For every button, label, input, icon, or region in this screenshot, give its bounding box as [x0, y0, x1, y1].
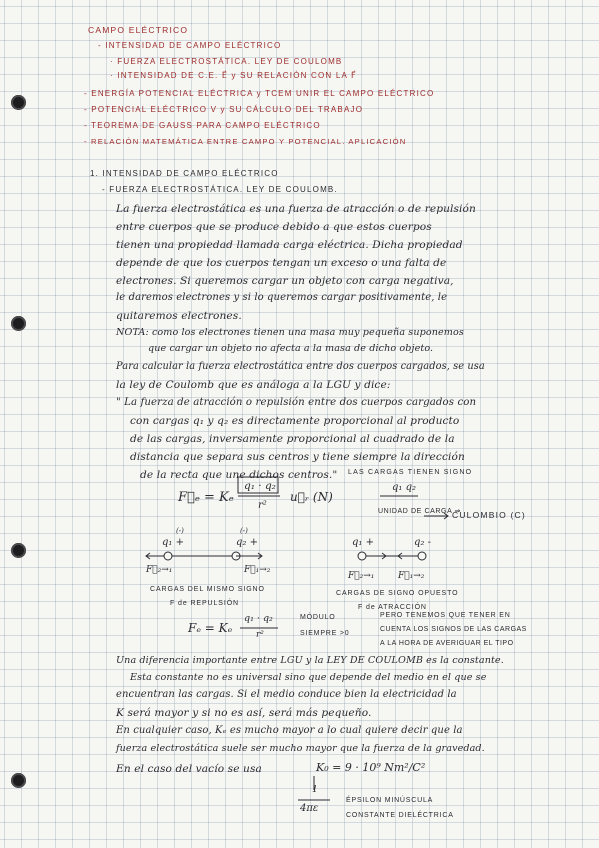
units-fraction: q₁ q₂ — [392, 482, 416, 493]
formula2-lhs: Fₑ = Kₑ — [188, 621, 233, 635]
units-result: CULOMBIO (C) — [452, 510, 526, 520]
charge-q2: q₂ - — [414, 537, 431, 548]
sign-note: LAS CARGAS TIENEN SIGNO — [348, 469, 473, 476]
text-line: la ley de Coulomb que es análoga a la LGU y dice: — [116, 379, 391, 391]
text-line: En el caso del vacío se usa — [116, 763, 262, 775]
charge-sign: (-) — [176, 527, 184, 535]
charge-q1: q₁ + — [352, 537, 374, 548]
text-line: encuentran las cargas. Si el medio conduce bien la electricidad la — [116, 689, 457, 700]
text-line: La fuerza electrostática es una fuerza de atracción o de repulsión — [116, 203, 476, 215]
charge-sign: (-) — [240, 527, 248, 535]
outline-title: CAMPO ELÉCTRICO — [88, 25, 189, 35]
charge-circle — [418, 552, 426, 560]
force-label: F⃗₁→₂ — [398, 571, 425, 581]
force-label: F⃗₂→₁ — [348, 571, 375, 581]
text-line: depende de que los cuerpos tengan un exceso o una falta de — [116, 257, 447, 269]
text-line: electrones. Si queremos cargar un objeto con carga negativa, — [116, 275, 454, 287]
formula2-note: CUENTA LOS SIGNOS DE LAS CARGAS — [380, 626, 527, 633]
quote-line: de la recta que une dichos centros." — [140, 469, 338, 481]
charge-q1: q₁ + — [162, 537, 184, 548]
text-line: K será mayor y si no es así, será más pequeño. — [116, 707, 372, 719]
epsilon-note: ÉPSILON MINÚSCULA — [346, 797, 434, 804]
quote-line: de las cargas, inversamente proporcional al cuadrado de la — [130, 433, 455, 445]
force-label: F⃗₁→₂ — [244, 565, 271, 575]
charge-circle — [358, 552, 366, 560]
outline-item: - ENERGÍA POTENCIAL ELÉCTRICA y TCEM UNIR EL CAMPO ELÉCTRICO — [84, 89, 435, 98]
diagram-caption: CARGAS DE SIGNO OPUESTO — [336, 590, 459, 597]
text-line: En cualquier caso, Kₑ es mucho mayor a lo cual quiere decir que la — [116, 725, 463, 736]
vacuum-constant: K₀ = 9 · 10⁹ Nm²/C² — [316, 761, 426, 774]
outline-item: · FUERZA ELECTROSTÁTICA. LEY DE COULOMB — [110, 57, 343, 66]
charge-q2: q₂ + — [236, 537, 258, 548]
formula2-note: A LA HORA DE AVERIGUAR EL TIPO — [380, 640, 514, 647]
text-line: Una diferencia importante entre LGU y la LEY DE COULOMB es la constante. — [116, 655, 504, 666]
quote-line: distancia que separa sus centros y tiene siempre la dirección — [130, 451, 465, 463]
diagram-caption: F de ATRACCIÓN — [358, 604, 427, 611]
outline-item: - TEOREMA DE GAUSS PARA CAMPO ELÉCTRICO — [84, 121, 321, 130]
text-line: tienen una propiedad llamada carga eléctrica. Dicha propiedad — [116, 239, 463, 251]
formula-tail: u⃗ᵣ (N) — [290, 490, 333, 504]
outline-item: - POTENCIAL ELÉCTRICO V y SU CÁLCULO DEL TRABAJO — [84, 105, 364, 114]
formula2-note: SIEMPRE >0 — [300, 630, 350, 637]
vacuum-fraction-bottom: 4πε — [300, 803, 319, 814]
diagram-caption: F de REPULSIÓN — [170, 600, 240, 607]
outline-item: - INTENSIDAD DE CAMPO ELÉCTRICO — [98, 41, 282, 50]
text-line: fuerza electrostática suele ser mucho mayor que la fuerza de la gravedad. — [116, 743, 485, 754]
text-line: entre cuerpos que se produce debido a que estos cuerpos — [116, 221, 432, 233]
diagram-caption: CARGAS DEL MISMO SIGNO — [150, 586, 265, 593]
charge-circle — [164, 552, 172, 560]
formula2-denominator: r² — [256, 630, 264, 640]
section-subheading: - FUERZA ELECTROSTÁTICA. LEY DE COULOMB. — [102, 185, 338, 194]
force-label: F⃗₂→₁ — [146, 565, 173, 575]
note-line: NOTA: como los electrones tienen una masa muy pequeña suponemos — [116, 327, 464, 338]
formula-denominator: r² — [258, 500, 267, 511]
formula-lhs: F⃗ₑ = Kₑ — [178, 490, 234, 505]
outline-item: · INTENSIDAD DE C.E. E⃗ y SU RELACIÓN CON LA F⃗ — [110, 71, 357, 80]
quote-line: con cargas q₁ y q₂ es directamente proporcional al producto — [130, 415, 460, 427]
vacuum-fraction-top: 1 — [312, 785, 318, 795]
text-line: Para calcular la fuerza electrostática entre dos cuerpos cargados, se usa — [116, 361, 485, 372]
formula-box — [238, 477, 278, 493]
formula2-numerator: q₁ · q₂ — [244, 613, 273, 624]
text-line: quitaremos electrones. — [116, 310, 242, 322]
text-line: Esta constante no es universal sino que depende del medio en el que se — [130, 672, 487, 683]
units-label: UNIDAD DE CARGA ⇒ — [378, 508, 461, 515]
outline-item: - RELACIÓN MATEMÁTICA ENTRE CAMPO Y POTENCIAL. APLICACIÓN — [84, 137, 407, 146]
formula2-note: PERO TENEMOS QUE TENER EN — [380, 612, 511, 619]
note-line: que cargar un objeto no afecta a la masa de dicho objeto. — [148, 343, 434, 354]
formula-numerator: q₁ · q₂ — [244, 480, 276, 492]
epsilon-note: CONSTANTE DIELÉCTRICA — [346, 812, 454, 819]
formula2-note: MÓDULO — [300, 614, 336, 621]
section-heading: 1. INTENSIDAD DE CAMPO ELÉCTRICO — [90, 169, 279, 178]
text-line: le daremos electrones y si lo queremos cargar positivamente, le — [116, 292, 448, 303]
quote-line: " La fuerza de atracción o repulsión entre dos cuerpos cargados con — [116, 397, 477, 408]
